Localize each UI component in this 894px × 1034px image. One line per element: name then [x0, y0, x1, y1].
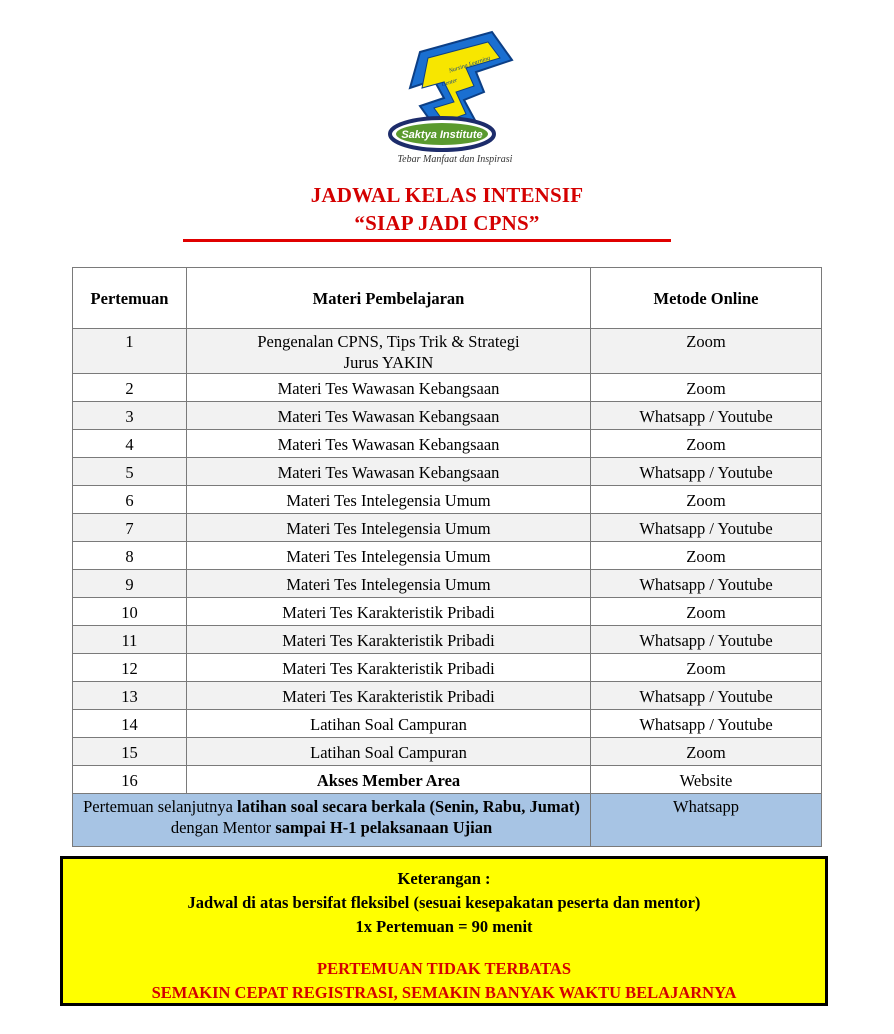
cell-metode: Zoom: [591, 329, 822, 374]
header-materi: Materi Pembelajaran: [187, 268, 591, 329]
cell-materi: Materi Tes Intelegensia Umum: [187, 570, 591, 598]
note-line-flexible: Jadwal di atas bersifat fleksibel (sesuai kesepakatan peserta dan mentor): [187, 893, 701, 912]
table-row: [73, 329, 822, 374]
table-row: [73, 682, 822, 710]
cell-metode: Whatsapp / Youtube: [591, 626, 822, 654]
svg-text:Saktya Institute: Saktya Institute: [401, 129, 483, 141]
table-row: [73, 402, 822, 430]
table-row: [73, 738, 822, 766]
table-row: [73, 458, 822, 486]
cell-pertemuan: 16: [73, 766, 187, 794]
table-row: [73, 486, 822, 514]
logo-graphic: [380, 22, 530, 174]
svg-text:Nursing Learning: Nursing Learning: [448, 55, 491, 75]
cell-pertemuan: 4: [73, 430, 187, 458]
cell-pertemuan: 2: [73, 374, 187, 402]
page-subtitle: “SIAP JADI CPNS”: [354, 211, 540, 235]
table-row-final: [73, 794, 822, 847]
note-line-duration: 1x Pertemuan = 90 menit: [355, 917, 533, 936]
cell-pertemuan: 6: [73, 486, 187, 514]
cell-pertemuan: 11: [73, 626, 187, 654]
table-row: [73, 598, 822, 626]
cell-materi: Materi Tes Wawasan Kebangsaan: [187, 402, 591, 430]
table-body: [73, 329, 822, 847]
cell-metode: Whatsapp / Youtube: [591, 710, 822, 738]
cell-materi: Materi Tes Wawasan Kebangsaan: [187, 458, 591, 486]
cell-metode: Zoom: [591, 654, 822, 682]
cell-materi: Materi Tes Intelegensia Umum: [187, 542, 591, 570]
cell-metode: Whatsapp / Youtube: [591, 458, 822, 486]
cell-metode: Zoom: [591, 738, 822, 766]
page-title: JADWAL KELAS INTENSIF: [310, 183, 584, 207]
cell-metode: Zoom: [591, 430, 822, 458]
final-row-description: [73, 794, 591, 847]
cell-pertemuan: 13: [73, 682, 187, 710]
cell-pertemuan: 9: [73, 570, 187, 598]
cell-materi: Materi Tes Karakteristik Pribadi: [187, 626, 591, 654]
table-row: [73, 374, 822, 402]
cell-pertemuan: 14: [73, 710, 187, 738]
cell-pertemuan: 7: [73, 514, 187, 542]
table-header-row: [73, 268, 822, 329]
table-row: [73, 654, 822, 682]
cell-materi: Akses Member Area: [187, 766, 591, 794]
cell-metode: Zoom: [591, 486, 822, 514]
cell-metode: Zoom: [591, 542, 822, 570]
table-row: [73, 542, 822, 570]
cell-metode: Whatsapp / Youtube: [591, 514, 822, 542]
header-metode: Metode Online: [591, 268, 822, 329]
final-row-text-4: sampai H-1 pelaksanaan Ujian: [275, 818, 493, 837]
schedule-table: [72, 267, 822, 847]
header-pertemuan: Pertemuan: [73, 268, 187, 329]
table-row: [73, 766, 822, 794]
final-row-text-2: latihan soal secara berkala (Senin, Rabu, Jumat): [237, 797, 580, 816]
final-row-text-1: Pertemuan selanjutnya: [83, 797, 238, 816]
logo-tagline: Tebar Manfaat dan Inspirasi: [397, 154, 513, 165]
cell-pertemuan: 8: [73, 542, 187, 570]
note-unlimited: PERTEMUAN TIDAK TERBATAS: [317, 959, 571, 978]
cell-pertemuan: 3: [73, 402, 187, 430]
cell-pertemuan: 1: [73, 329, 187, 374]
cell-materi: Materi Tes Karakteristik Pribadi: [187, 682, 591, 710]
cell-pertemuan: 15: [73, 738, 187, 766]
final-row-metode: Whatsapp: [591, 794, 822, 847]
table-row: [73, 626, 822, 654]
final-row-text-3: dengan Mentor: [170, 818, 276, 837]
cell-materi: Materi Tes Intelegensia Umum: [187, 486, 591, 514]
cell-materi: Materi Tes Karakteristik Pribadi: [187, 654, 591, 682]
cell-materi: Materi Tes Wawasan Kebangsaan: [187, 430, 591, 458]
keterangan-box: [60, 856, 828, 1006]
note-title: Keterangan :: [397, 869, 491, 888]
table-row: [73, 430, 822, 458]
cell-materi: Pengenalan CPNS, Tips Trik & Strategi Jurus YAKIN: [187, 329, 591, 374]
cell-metode: Zoom: [591, 374, 822, 402]
note-spacer: [63, 939, 825, 957]
cell-materi: Materi Tes Intelegensia Umum: [187, 514, 591, 542]
cell-metode: Whatsapp / Youtube: [591, 682, 822, 710]
table-row: [73, 514, 822, 542]
cell-materi: Materi Tes Wawasan Kebangsaan: [187, 374, 591, 402]
title-divider: [183, 239, 671, 242]
svg-text:Center: Center: [440, 77, 459, 89]
cell-pertemuan: 10: [73, 598, 187, 626]
note-register-early: SEMAKIN CEPAT REGISTRASI, SEMAKIN BANYAK WAKTU BELAJARNYA: [151, 983, 737, 1002]
cell-materi: Latihan Soal Campuran: [187, 710, 591, 738]
cell-materi: Materi Tes Karakteristik Pribadi: [187, 598, 591, 626]
saktya-institute-logo: [380, 22, 530, 174]
cell-metode: Website: [591, 766, 822, 794]
cell-pertemuan: 5: [73, 458, 187, 486]
cell-pertemuan: 12: [73, 654, 187, 682]
cell-metode: Whatsapp / Youtube: [591, 570, 822, 598]
cell-metode: Zoom: [591, 598, 822, 626]
table-row: [73, 710, 822, 738]
cell-metode: Whatsapp / Youtube: [591, 402, 822, 430]
cell-materi: Latihan Soal Campuran: [187, 738, 591, 766]
table-row: [73, 570, 822, 598]
